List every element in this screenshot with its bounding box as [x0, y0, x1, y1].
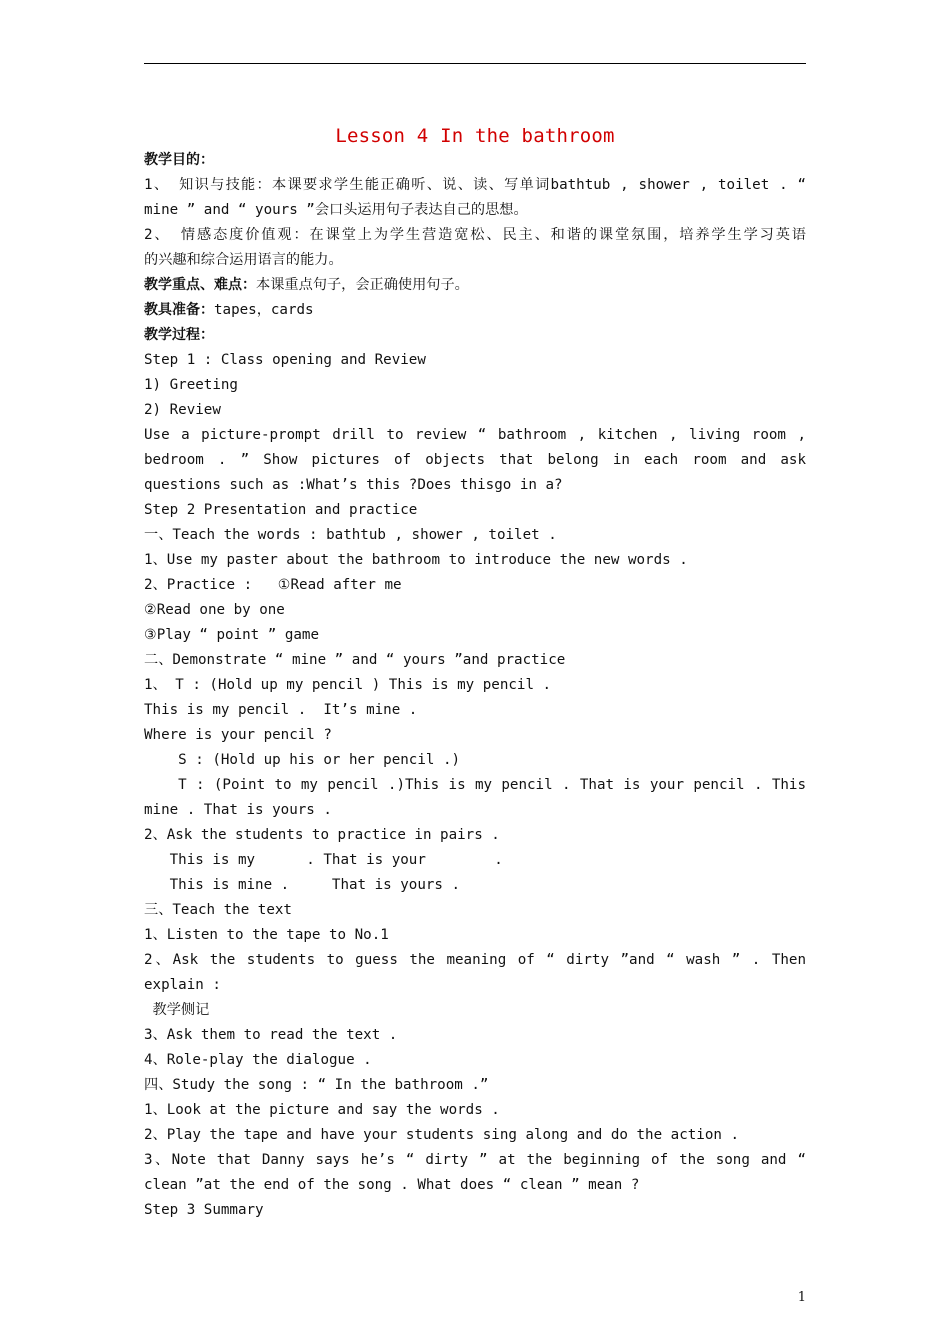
text-line: explain :	[144, 977, 221, 993]
text-line	[144, 273, 806, 298]
text-line: 2、Ask the students to practice in pairs .	[144, 827, 500, 843]
text-line: T : (Point to my pencil .)This is my pencil . That is your pencil . This	[178, 777, 806, 793]
text-line: mine ” and “ yours ”会口头运用句子表达自己的思想。	[144, 202, 528, 218]
text-line: 一、Teach the words : bathtub , shower , toilet .	[144, 527, 557, 543]
text-line: 2、Play the tape and have your students sing along and do the action .	[144, 1127, 740, 1143]
text-line: 1) Greeting	[144, 377, 238, 393]
text-line	[144, 298, 806, 323]
text-line: questions such as :What’s this ?Does thisgo in a?	[144, 477, 563, 493]
text-line: 1、 知识与技能：本课要求学生能正确听、说、读、写单词bathtub , shower , toilet . “	[144, 177, 806, 193]
text-line: This is my pencil . It’s mine .	[144, 702, 418, 718]
text-line: 1、Look at the picture and say the words .	[144, 1102, 500, 1118]
text-line: 2、Practice : ①Read after me	[144, 577, 402, 593]
text-line: 1、Use my paster about the bathroom to introduce the new words .	[144, 552, 688, 568]
text-line: bedroom . ” Show pictures of objects that belong in each room and ask	[144, 452, 806, 468]
text-line: 三、Teach the text	[144, 902, 292, 918]
text-line: 1、Listen to the tape to No.1	[144, 927, 389, 943]
text-line: 3、Ask them to read the text .	[144, 1027, 398, 1043]
page-number: 1	[797, 1290, 806, 1305]
text-line: Step 1 : Class opening and Review	[144, 352, 426, 368]
text-line: Where is your pencil ?	[144, 727, 332, 743]
text-line: 二、Demonstrate “ mine ” and “ yours ”and practice	[144, 652, 566, 668]
text-line: clean ”at the end of the song . What does “ clean ” mean ?	[144, 1177, 640, 1193]
header-rule	[144, 63, 806, 64]
text-line: 教学侧记	[144, 1002, 210, 1018]
text-line: 1、 T : (Hold up my pencil ) This is my pencil .	[144, 677, 552, 693]
text-line: This is mine . That is yours .	[144, 877, 461, 893]
text-line: 2) Review	[144, 402, 221, 418]
text-line: 教学过程：	[144, 327, 214, 343]
text-line: S : (Hold up his or her pencil .)	[144, 752, 461, 768]
text-line: 的兴趣和综合运用语言的能力。	[144, 252, 343, 268]
lesson-body	[144, 148, 806, 1223]
line-label: 教具准备：	[144, 302, 214, 318]
text-line: ③Play “ point ” game	[144, 627, 320, 643]
text-line: Step 2 Presentation and practice	[144, 502, 418, 518]
text-line: ②Read one by one	[144, 602, 285, 618]
text-line: 四、Study the song : “ In the bathroom .”	[144, 1077, 489, 1093]
line-text: 本课重点句子，会正确使用句子。	[256, 277, 469, 293]
text-line: 2、Ask the students to guess the meaning of “ dirty ”and “ wash ” . Then	[144, 952, 806, 968]
text-line: Use a picture-prompt drill to review “ bathroom , kitchen , living room ,	[144, 427, 806, 443]
text-line: 4、Role-play the dialogue .	[144, 1052, 372, 1068]
text-line: This is my . That is your .	[144, 852, 503, 868]
text-line: mine . That is yours .	[144, 802, 332, 818]
text-line: 3、Note that Danny says he’s “ dirty ” at the beginning of the song and “	[144, 1152, 806, 1168]
line-label: 教学重点、难点：	[144, 277, 256, 293]
text-line: 教学目的：	[144, 152, 214, 168]
text-line: 2、 情感态度价值观：在课堂上为学生营造宽松、民主、和谐的课堂氛围，培养学生学习英语	[144, 227, 806, 243]
line-text: tapes，cards	[214, 302, 314, 318]
lesson-title: Lesson 4 In the bathroom	[335, 125, 615, 147]
text-line: Step 3 Summary	[144, 1202, 264, 1218]
